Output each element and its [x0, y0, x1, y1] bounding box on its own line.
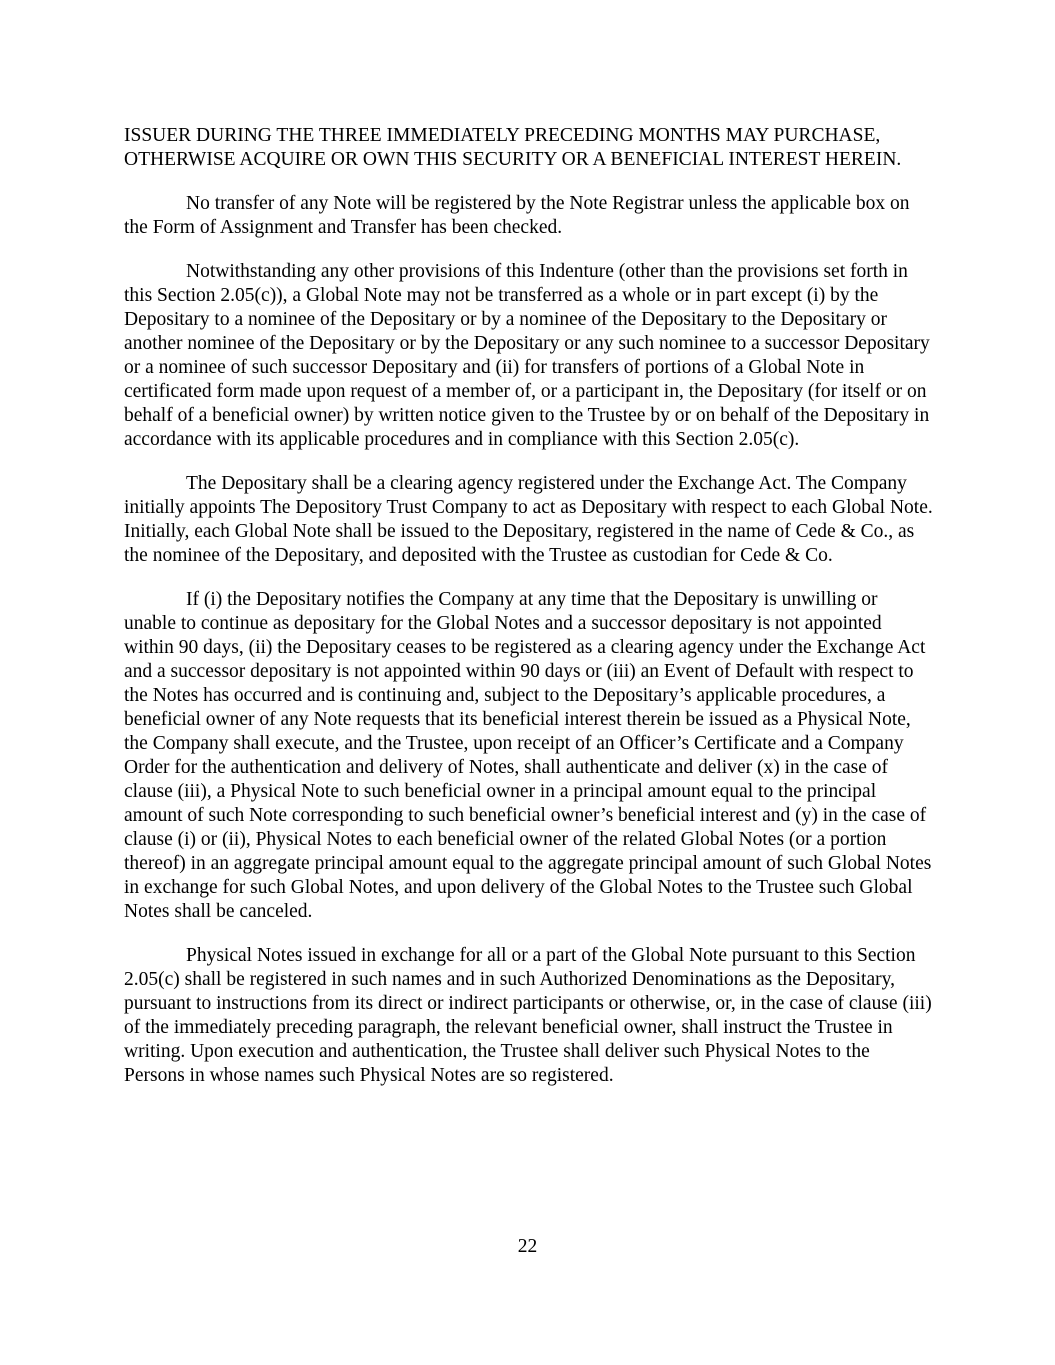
page-number: 22 — [517, 1236, 538, 1257]
paragraph-depositary-appointment: The Depositary shall be a clearing agency registered under the Exchange Act. The Company initially appoints The Depository Trust Company to act as Depositary with respect to each Global Note. Initially, each Global Note shall be issued to the Depositary, registered in the name of Cede & Co., as the nominee of the Depositary, and deposited with the Trustee as custodian for Cede & Co. — [124, 473, 933, 566]
paragraph-physical-note-registration: Physical Notes issued in exchange for all or a part of the Global Note pursuant to this Section 2.05(c) shall be registered in such names and in such Authorized Denominations as the Depositary, pursuant to instructions from its direct or indirect participants or otherwise, or, in the case of clause (iii) of the immediately preceding paragraph, the relevant beneficial owner, shall instruct the Trustee in writing. Upon execution and authentication, the Trustee shall deliver such Physical Notes to the Persons in whose names such Physical Notes are so registered. — [124, 945, 932, 1086]
paragraph-physical-note-exchange: If (i) the Depositary notifies the Company at any time that the Depositary is unwilling or unable to continue as depositary for the Global Notes and a successor depositary is not appointed within 90 days, (ii) the Depositary ceases to be registered as a clearing agency under the Exchange Act and a successor depositary is not appointed within 90 days or (iii) an Event of Default with respect to the Notes has occurred and is continuing and, subject to the Depositary’s applicable procedures, a beneficial owner of any Note requests that its beneficial interest therein be issued as a Physical Note, the Company shall execute, and the Trustee, upon receipt of an Officer’s Certificate and a Company Order for the authentication and delivery of Notes, shall authenticate and deliver (x) in the case of clause (iii), a Physical Note to such beneficial owner in a principal amount equal to the principal amount of such Note corresponding to such beneficial owner’s beneficial interest and (y) in the case of clause (i) or (ii), Physical Notes to each beneficial owner of the related Global Notes (or a portion thereof) in an aggregate principal amount equal to the aggregate principal amount of such Global Notes in exchange for such Global Notes, and upon delivery of the Global Notes to the Trustee such Global Notes shall be canceled. — [124, 589, 932, 922]
page-body — [124, 124, 934, 1108]
paragraph-transfer-registration: No transfer of any Note will be registered by the Note Registrar unless the applicable box on the Form of Assignment and Transfer has been checked. — [124, 193, 910, 238]
paragraph-legend-continuation: ISSUER DURING THE THREE IMMEDIATELY PRECEDING MONTHS MAY PURCHASE, OTHERWISE ACQUIRE OR OWN THIS SECURITY OR A BENEFICIAL INTEREST HEREIN. — [124, 125, 902, 170]
paragraph-global-note-transfer: Notwithstanding any other provisions of this Indenture (other than the provisions set forth in this Section 2.05(c)), a Global Note may not be transferred as a whole or in part except (i) by the Depositary to a nominee of the Depositary or by a nominee of the Depositary to the Depositary or another nominee of the Depositary or by the Depositary or any such nominee to a successor Depositary or a nominee of such successor Depositary and (ii) for transfers of portions of a Global Note in certificated form made upon request of a member of, or a participant in, the Depositary (for itself or on behalf of a beneficial owner) by written notice given to the Trustee by or on behalf of the Depositary in accordance with its applicable procedures and in compliance with this Section 2.05(c). — [124, 261, 930, 450]
